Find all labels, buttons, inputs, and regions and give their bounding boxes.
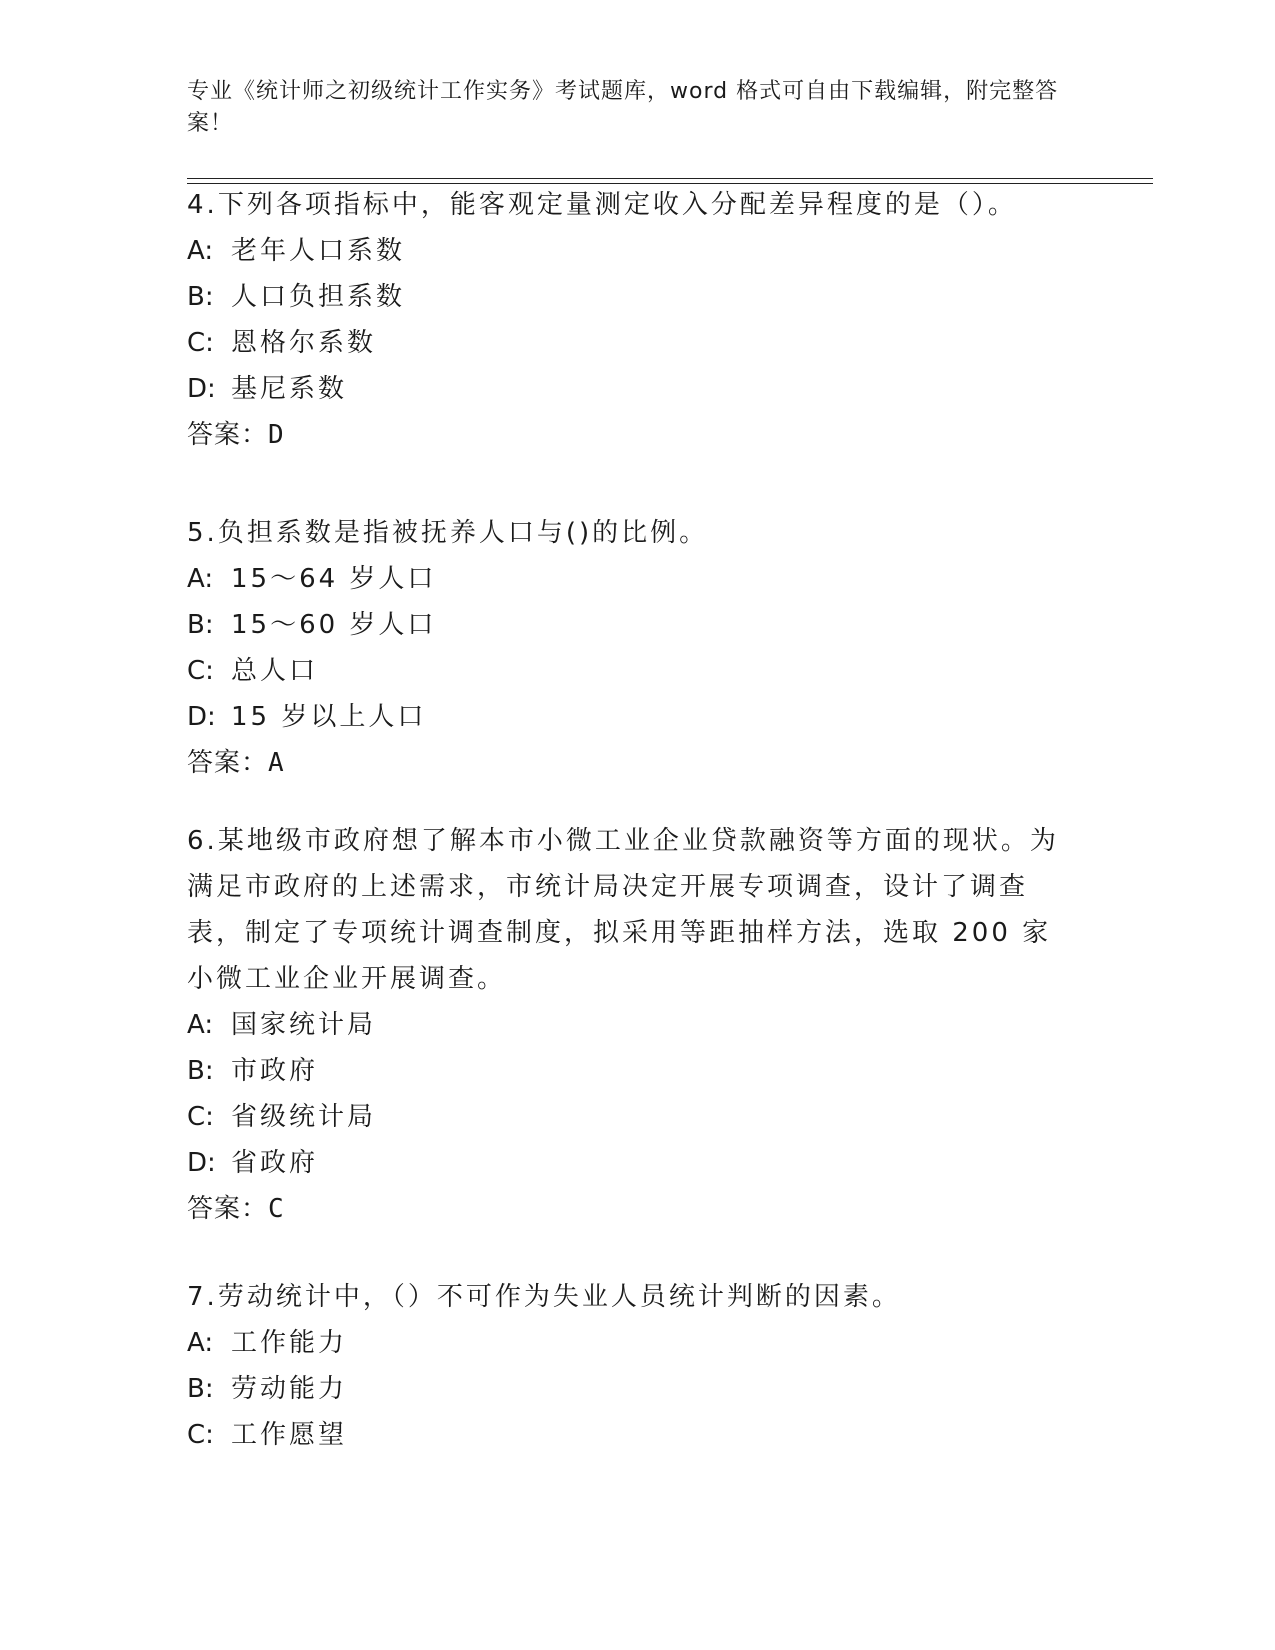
answer-label: 答案：: [187, 1194, 269, 1224]
option-letter: A:: [187, 236, 214, 266]
question-text: [187, 818, 1067, 1002]
option-text: 基尼系数: [231, 374, 348, 404]
question-stem: 负担系数是指被抚养人口与()的比例。: [217, 518, 709, 548]
option-b: [187, 274, 1067, 320]
option-text: 15～60 岁人口: [231, 610, 437, 640]
option-text: 15～64 岁人口: [231, 564, 437, 594]
option-letter: D:: [187, 702, 216, 732]
option-letter: C:: [187, 656, 214, 686]
option-a: [187, 228, 1067, 274]
question-number: 6.: [187, 826, 218, 856]
question-stem: 某地级市政府想了解本市小微工业企业贷款融资等方面的现状。为满足市政府的上述需求，市统计局决定开展专项调查，设计了调查表，制定了专项统计调查制度，拟采用等距抽样方法，选取 200 家小微工业企业开展调查。: [187, 826, 1059, 994]
option-letter: C:: [187, 1102, 214, 1132]
answer-value: A: [268, 748, 285, 778]
answer-line: [187, 740, 1067, 786]
option-a: [187, 1002, 1067, 1048]
option-a: [187, 556, 1067, 602]
option-letter: B:: [187, 1056, 214, 1086]
option-letter: A:: [187, 1328, 214, 1358]
option-b: [187, 1048, 1067, 1094]
option-text: 国家统计局: [231, 1010, 377, 1040]
option-text: 市政府: [231, 1056, 319, 1086]
option-letter: B:: [187, 610, 214, 640]
document-header: [187, 76, 1067, 140]
question-7: [187, 1274, 1067, 1458]
question-text: [187, 1274, 1067, 1320]
question-number: 7.: [187, 1282, 218, 1312]
option-letter: C:: [187, 328, 214, 358]
answer-line: [187, 1186, 1067, 1232]
option-letter: C:: [187, 1420, 214, 1450]
option-text: 省级统计局: [231, 1102, 377, 1132]
option-text: 工作愿望: [231, 1420, 348, 1450]
option-b: [187, 602, 1067, 648]
option-text: 15 岁以上人口: [231, 702, 427, 732]
question-number: 5.: [187, 518, 218, 548]
question-6: [187, 818, 1067, 1232]
question-number: 4.: [187, 190, 218, 220]
option-text: 工作能力: [231, 1328, 348, 1358]
question-5: [187, 510, 1067, 786]
question-4: [187, 182, 1067, 458]
option-text: 人口负担系数: [231, 282, 406, 312]
option-letter: D:: [187, 1148, 216, 1178]
question-text: [187, 510, 1067, 556]
option-text: 恩格尔系数: [231, 328, 377, 358]
option-text: 劳动能力: [231, 1374, 348, 1404]
answer-line: [187, 412, 1067, 458]
option-letter: A:: [187, 564, 214, 594]
option-letter: D:: [187, 374, 216, 404]
option-d: [187, 694, 1067, 740]
option-c: [187, 320, 1067, 366]
answer-label: 答案：: [187, 748, 269, 778]
option-a: [187, 1320, 1067, 1366]
answer-value: D: [268, 420, 285, 450]
option-d: [187, 366, 1067, 412]
answer-value: C: [268, 1194, 285, 1224]
option-text: 省政府: [231, 1148, 319, 1178]
option-d: [187, 1140, 1067, 1186]
option-text: 总人口: [231, 656, 319, 686]
question-text: [187, 182, 1067, 228]
header-text: 专业《统计师之初级统计工作实务》考试题库，word 格式可自由下载编辑，附完整答案！: [187, 79, 1059, 136]
option-letter: B:: [187, 1374, 214, 1404]
header-divider-top: [187, 178, 1153, 179]
answer-label: 答案：: [187, 420, 269, 450]
option-c: [187, 1412, 1067, 1458]
option-c: [187, 648, 1067, 694]
option-text: 老年人口系数: [231, 236, 406, 266]
option-letter: A:: [187, 1010, 214, 1040]
option-c: [187, 1094, 1067, 1140]
question-stem: 下列各项指标中，能客观定量测定收入分配差异程度的是（）。: [217, 190, 1017, 220]
option-b: [187, 1366, 1067, 1412]
option-letter: B:: [187, 282, 214, 312]
question-stem: 劳动统计中，（）不可作为失业人员统计判断的因素。: [217, 1282, 901, 1312]
